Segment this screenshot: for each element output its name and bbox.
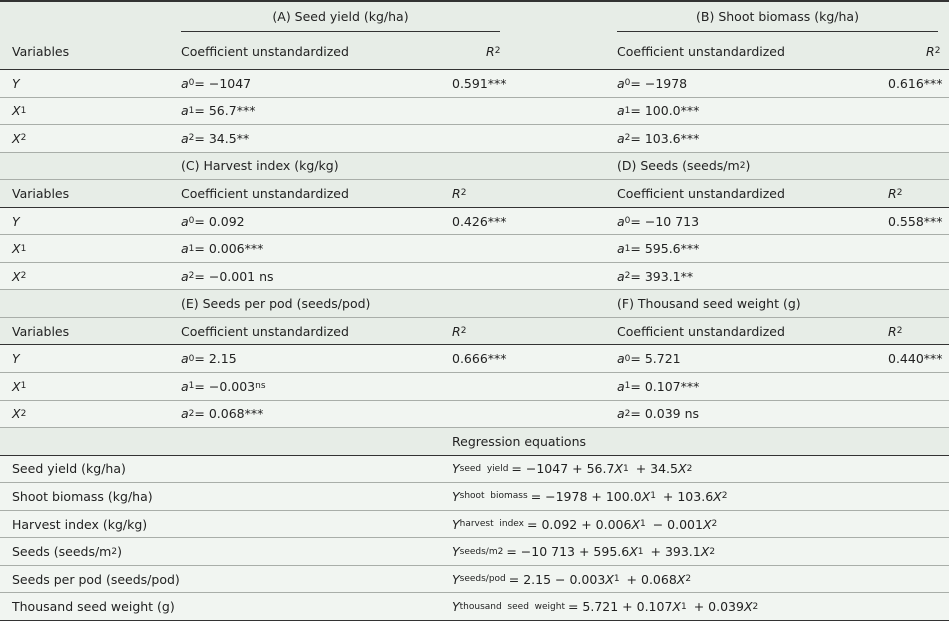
variable-cell bbox=[12, 208, 20, 235]
equation-term: − 0.001 bbox=[648, 516, 703, 532]
r2-cell bbox=[888, 70, 943, 97]
x-symbol: X bbox=[631, 516, 641, 532]
variable-symbol: X bbox=[12, 406, 21, 422]
column-header-row bbox=[0, 180, 949, 208]
coefficient-cell: a 2 = 34.5 ** bbox=[181, 130, 250, 146]
r2-header-right: R 2 bbox=[926, 43, 941, 59]
x-symbol: X bbox=[743, 599, 753, 615]
variable-cell bbox=[12, 70, 20, 97]
coefficient-cell: a 0 = 5.721 bbox=[617, 351, 681, 367]
table-row bbox=[0, 373, 949, 401]
coef-value: = 5.721 bbox=[630, 351, 681, 367]
coef-value: = −1047 bbox=[194, 75, 252, 91]
r2-value: 0.440 bbox=[888, 351, 924, 367]
r2-cell bbox=[888, 208, 943, 235]
variable-symbol: X bbox=[12, 268, 21, 284]
coef-symbol: a bbox=[181, 268, 189, 284]
variable-cell: X 1 bbox=[12, 241, 27, 257]
table-top-rule bbox=[0, 0, 949, 2]
r2-significance: *** bbox=[923, 351, 943, 367]
coef-symbol: a bbox=[181, 130, 189, 146]
equation-term: + 34.5 bbox=[631, 461, 678, 477]
significance: *** bbox=[244, 406, 264, 422]
coef-value: = 0.107 bbox=[630, 378, 681, 394]
coef-value: = 0.068 bbox=[194, 406, 245, 422]
section-title: (C) Harvest index (kg/kg) bbox=[181, 158, 339, 174]
significance: *** bbox=[236, 103, 256, 119]
section-title-left bbox=[181, 290, 370, 317]
coef-symbol: a bbox=[617, 103, 625, 119]
coefficient-cell: a 1 = 0.107 *** bbox=[617, 378, 700, 394]
coef-header-right bbox=[617, 33, 785, 69]
coef-symbol: a bbox=[181, 75, 189, 91]
equation-row bbox=[0, 511, 949, 539]
section-title-right: (D) Seeds (seeds/m 2 ) bbox=[617, 158, 751, 174]
r2-significance: *** bbox=[923, 213, 943, 229]
label-end: ) bbox=[117, 544, 122, 560]
variable-symbol: Y bbox=[12, 351, 20, 367]
equation: Y seed yield = −1047 + 56.7 X 1 + 34.5 X 2 bbox=[452, 461, 693, 477]
r2-value: 0.426 bbox=[452, 213, 488, 229]
coef-value: = 34.5 bbox=[194, 130, 237, 146]
coef-symbol: a bbox=[617, 406, 625, 422]
coefficient-cell: a 0 = 2.15 bbox=[181, 351, 237, 367]
r2-symbol: R bbox=[888, 185, 897, 201]
coef-value: = −1978 bbox=[630, 75, 688, 91]
equation-label bbox=[12, 566, 180, 593]
x-symbol: X bbox=[678, 461, 687, 477]
x-symbol: X bbox=[605, 571, 614, 587]
coef-value: = −0.001 ns bbox=[194, 268, 274, 284]
label-text: Seeds (seeds/m bbox=[12, 544, 112, 560]
coefficient-cell: a 0 = −1978 bbox=[617, 75, 688, 91]
equation-label bbox=[12, 593, 175, 620]
significance: *** bbox=[244, 241, 264, 257]
x-symbol: X bbox=[672, 599, 681, 615]
y-symbol: Y bbox=[452, 599, 460, 615]
r2-significance: *** bbox=[487, 351, 507, 367]
variable-cell: X 1 bbox=[12, 378, 27, 394]
table-row bbox=[0, 125, 949, 153]
equation-row bbox=[0, 538, 949, 566]
r2-symbol: R bbox=[452, 323, 461, 339]
x-symbol: X bbox=[700, 544, 710, 560]
coef-symbol: a bbox=[617, 241, 625, 257]
r2-header-right: R 2 bbox=[888, 323, 903, 339]
y-symbol: Y bbox=[452, 571, 460, 587]
r2-value: 0.616 bbox=[888, 75, 924, 91]
coefficient-cell: a 0 = −10 713 bbox=[617, 213, 700, 229]
coef-symbol: a bbox=[181, 103, 189, 119]
equation-row bbox=[0, 456, 949, 484]
section-title: (F) Thousand seed weight (g) bbox=[617, 296, 801, 312]
table-row bbox=[0, 208, 949, 236]
coefficient-cell: a 0 = 0.092 bbox=[181, 213, 245, 229]
coef-header: Coefficient unstandardized bbox=[181, 323, 349, 339]
variables-label: Variables bbox=[12, 43, 70, 59]
coef-header-left bbox=[181, 318, 349, 345]
variable-symbol: Y bbox=[12, 213, 20, 229]
coef-header: Coefficient unstandardized bbox=[617, 323, 785, 339]
equation-term: + 0.039 bbox=[689, 599, 744, 615]
equations-header-row bbox=[0, 428, 949, 456]
group-rule bbox=[181, 31, 500, 32]
equation-label: Seeds (seeds/m 2 ) bbox=[12, 544, 122, 560]
section-title-left bbox=[181, 0, 500, 33]
r2-symbol: R bbox=[888, 323, 897, 339]
r2-value: 0.666 bbox=[452, 351, 488, 367]
coef-value: = 100.0 bbox=[630, 103, 681, 119]
x-symbol: X bbox=[702, 516, 712, 532]
x-symbol: X bbox=[713, 488, 722, 504]
significance: *** bbox=[680, 130, 700, 146]
variable-cell: X 1 bbox=[12, 103, 27, 119]
r2-value: 0.591 bbox=[452, 75, 488, 91]
coef-header: Coefficient unstandardized bbox=[181, 43, 349, 59]
variable-cell: X 2 bbox=[12, 130, 27, 146]
coef-value: = 2.15 bbox=[194, 351, 237, 367]
label-text: Seed yield (kg/ha) bbox=[12, 461, 126, 477]
r2-cell bbox=[452, 345, 507, 372]
y-symbol: Y bbox=[452, 544, 460, 560]
equation-label bbox=[12, 483, 153, 510]
variables-label: Variables bbox=[12, 323, 70, 339]
table-row bbox=[0, 401, 949, 429]
equations-header bbox=[452, 428, 586, 455]
coef-symbol: a bbox=[617, 378, 625, 394]
variables-header bbox=[12, 180, 69, 207]
r2-significance: *** bbox=[487, 213, 507, 229]
coef-symbol: a bbox=[617, 213, 625, 229]
equation-row bbox=[0, 593, 949, 621]
section-title-left bbox=[181, 153, 339, 180]
coef-header-left bbox=[181, 33, 349, 69]
equations-title: Regression equations bbox=[452, 433, 587, 449]
r2-header-left: R 2 bbox=[486, 43, 501, 59]
table-row bbox=[0, 235, 949, 263]
coef-symbol: a bbox=[181, 213, 189, 229]
equation: Y thousand seed weight = 5.721 + 0.107 X 1 + 0.039 X 2 bbox=[452, 599, 759, 615]
r2-cell bbox=[452, 208, 507, 235]
r2-significance: *** bbox=[923, 75, 943, 91]
x-symbol: X bbox=[629, 544, 638, 560]
r2-cell bbox=[452, 70, 507, 97]
equation: Y harvest index = 0.092 + 0.006 X 1 − 0.001 X 2 bbox=[452, 516, 718, 532]
r2-cell bbox=[888, 345, 943, 372]
coefficient-cell: a 2 = −0.001 ns bbox=[181, 268, 274, 284]
coef-symbol: a bbox=[181, 241, 189, 257]
coef-header-right bbox=[617, 318, 785, 345]
coef-symbol: a bbox=[617, 268, 625, 284]
section-title-row bbox=[0, 153, 949, 181]
x-symbol: X bbox=[641, 488, 651, 504]
section-title-right bbox=[617, 290, 801, 317]
coef-value: = 595.6 bbox=[630, 241, 681, 257]
coef-header: Coefficient unstandardized bbox=[617, 43, 785, 59]
coef-symbol: a bbox=[617, 130, 625, 146]
equation-term: + 0.068 bbox=[622, 571, 677, 587]
section-title: (A) Seed yield (kg/ha) bbox=[272, 9, 409, 24]
coef-symbol: a bbox=[181, 378, 189, 394]
coef-value: = 103.6 bbox=[630, 130, 681, 146]
r2-header-left: R 2 bbox=[452, 185, 467, 201]
coefficient-cell: a 0 = −1047 bbox=[181, 75, 252, 91]
equation-term: + 103.6 bbox=[658, 488, 714, 504]
coef-value: = 0.006 bbox=[194, 241, 245, 257]
equation-term: = −1047 + 56.7 bbox=[511, 461, 615, 477]
coefficient-cell: a 1 = 0.006 *** bbox=[181, 241, 264, 257]
coef-symbol: a bbox=[181, 406, 189, 422]
coef-header: Coefficient unstandardized bbox=[181, 185, 349, 201]
variable-symbol: X bbox=[12, 241, 21, 257]
coef-value: = 393.1 bbox=[630, 268, 681, 284]
section-title-row bbox=[0, 0, 949, 33]
coefficient-cell: a 2 = 393.1 ** bbox=[617, 268, 694, 284]
variable-symbol: Y bbox=[12, 75, 20, 91]
r2-symbol: R bbox=[486, 43, 495, 59]
equation-term: = 2.15 − 0.003 bbox=[508, 571, 606, 587]
coefficient-cell: a 2 = 0.039 ns bbox=[617, 406, 700, 422]
equation: Y seeds/m 2 = −10 713 + 595.6 X 1 + 393.1 X 2 bbox=[452, 544, 716, 560]
equation: Y seeds/pod = 2.15 − 0.003 X 1 + 0.068 X 2 bbox=[452, 571, 692, 587]
coef-header-left bbox=[181, 180, 349, 207]
equation-row bbox=[0, 566, 949, 594]
coefficient-cell: a 1 = 595.6 *** bbox=[617, 241, 700, 257]
y-symbol: Y bbox=[452, 488, 460, 504]
table-row bbox=[0, 70, 949, 98]
variables-label: Variables bbox=[12, 185, 70, 201]
equation-label bbox=[12, 456, 126, 483]
equation: Y shoot biomass = −1978 + 100.0 X 1 + 103.6 X 2 bbox=[452, 488, 728, 504]
y-symbol: Y bbox=[452, 516, 460, 532]
significance: ** bbox=[236, 130, 250, 146]
variables-header bbox=[12, 33, 69, 69]
coefficient-cell: a 1 = 56.7 *** bbox=[181, 103, 256, 119]
section-title: (D) Seeds (seeds/m bbox=[617, 158, 740, 174]
column-header-row bbox=[0, 318, 949, 346]
section-title: (E) Seeds per pod (seeds/pod) bbox=[181, 296, 371, 312]
column-header-row bbox=[0, 33, 949, 70]
label-text: Thousand seed weight (g) bbox=[12, 599, 175, 615]
coef-symbol: a bbox=[617, 75, 625, 91]
variable-cell bbox=[12, 345, 20, 372]
coefficient-cell: a 1 = −0.003 ns bbox=[181, 378, 266, 394]
variables-header bbox=[12, 318, 69, 345]
label-text: Harvest index (kg/kg) bbox=[12, 516, 148, 532]
variable-cell: X 2 bbox=[12, 406, 27, 422]
table-row bbox=[0, 263, 949, 291]
equation-term: = −10 713 + 595.6 bbox=[506, 544, 630, 560]
coef-symbol: a bbox=[617, 351, 625, 367]
equation-label bbox=[12, 511, 147, 538]
equation-term: = 0.092 + 0.006 bbox=[527, 516, 632, 532]
significance: *** bbox=[680, 378, 700, 394]
equation-term: = 5.721 + 0.107 bbox=[567, 599, 673, 615]
section-title-row bbox=[0, 290, 949, 318]
group-rule bbox=[617, 31, 938, 32]
coef-value: = −10 713 bbox=[630, 213, 700, 229]
equation-term: = −1978 + 100.0 bbox=[530, 488, 642, 504]
equation-term: + 393.1 bbox=[646, 544, 701, 560]
coef-symbol: a bbox=[181, 351, 189, 367]
table-row bbox=[0, 98, 949, 126]
r2-symbol: R bbox=[926, 43, 935, 59]
variable-symbol: X bbox=[12, 130, 21, 146]
coefficient-cell: a 2 = 0.068 *** bbox=[181, 406, 264, 422]
section-title: (B) Shoot biomass (kg/ha) bbox=[696, 9, 859, 24]
label-text: Shoot biomass (kg/ha) bbox=[12, 488, 153, 504]
section-title-right bbox=[617, 0, 938, 33]
significance: *** bbox=[680, 103, 700, 119]
y-symbol: Y bbox=[452, 461, 460, 477]
x-symbol: X bbox=[676, 571, 686, 587]
coef-value: = −0.003 bbox=[194, 378, 256, 394]
x-symbol: X bbox=[614, 461, 623, 477]
label-text: Seeds per pod (seeds/pod) bbox=[12, 571, 180, 587]
coefficient-cell: a 1 = 100.0 *** bbox=[617, 103, 700, 119]
coef-value: = 0.039 ns bbox=[630, 406, 700, 422]
coef-header-right bbox=[617, 180, 785, 207]
coef-value: = 56.7 bbox=[194, 103, 237, 119]
r2-value: 0.558 bbox=[888, 213, 924, 229]
significance: *** bbox=[680, 241, 700, 257]
r2-header-left: R 2 bbox=[452, 323, 467, 339]
significance: ** bbox=[680, 268, 694, 284]
r2-symbol: R bbox=[452, 185, 461, 201]
variable-cell: X 2 bbox=[12, 268, 27, 284]
coef-value: = 0.092 bbox=[194, 213, 245, 229]
title-end: ) bbox=[745, 158, 751, 174]
variable-symbol: X bbox=[12, 378, 21, 394]
equation-row bbox=[0, 483, 949, 511]
r2-header-right: R 2 bbox=[888, 185, 903, 201]
r2-significance: *** bbox=[487, 75, 507, 91]
table-row bbox=[0, 345, 949, 373]
coef-header: Coefficient unstandardized bbox=[617, 185, 785, 201]
coefficient-cell: a 2 = 103.6 *** bbox=[617, 130, 700, 146]
variable-symbol: X bbox=[12, 103, 21, 119]
